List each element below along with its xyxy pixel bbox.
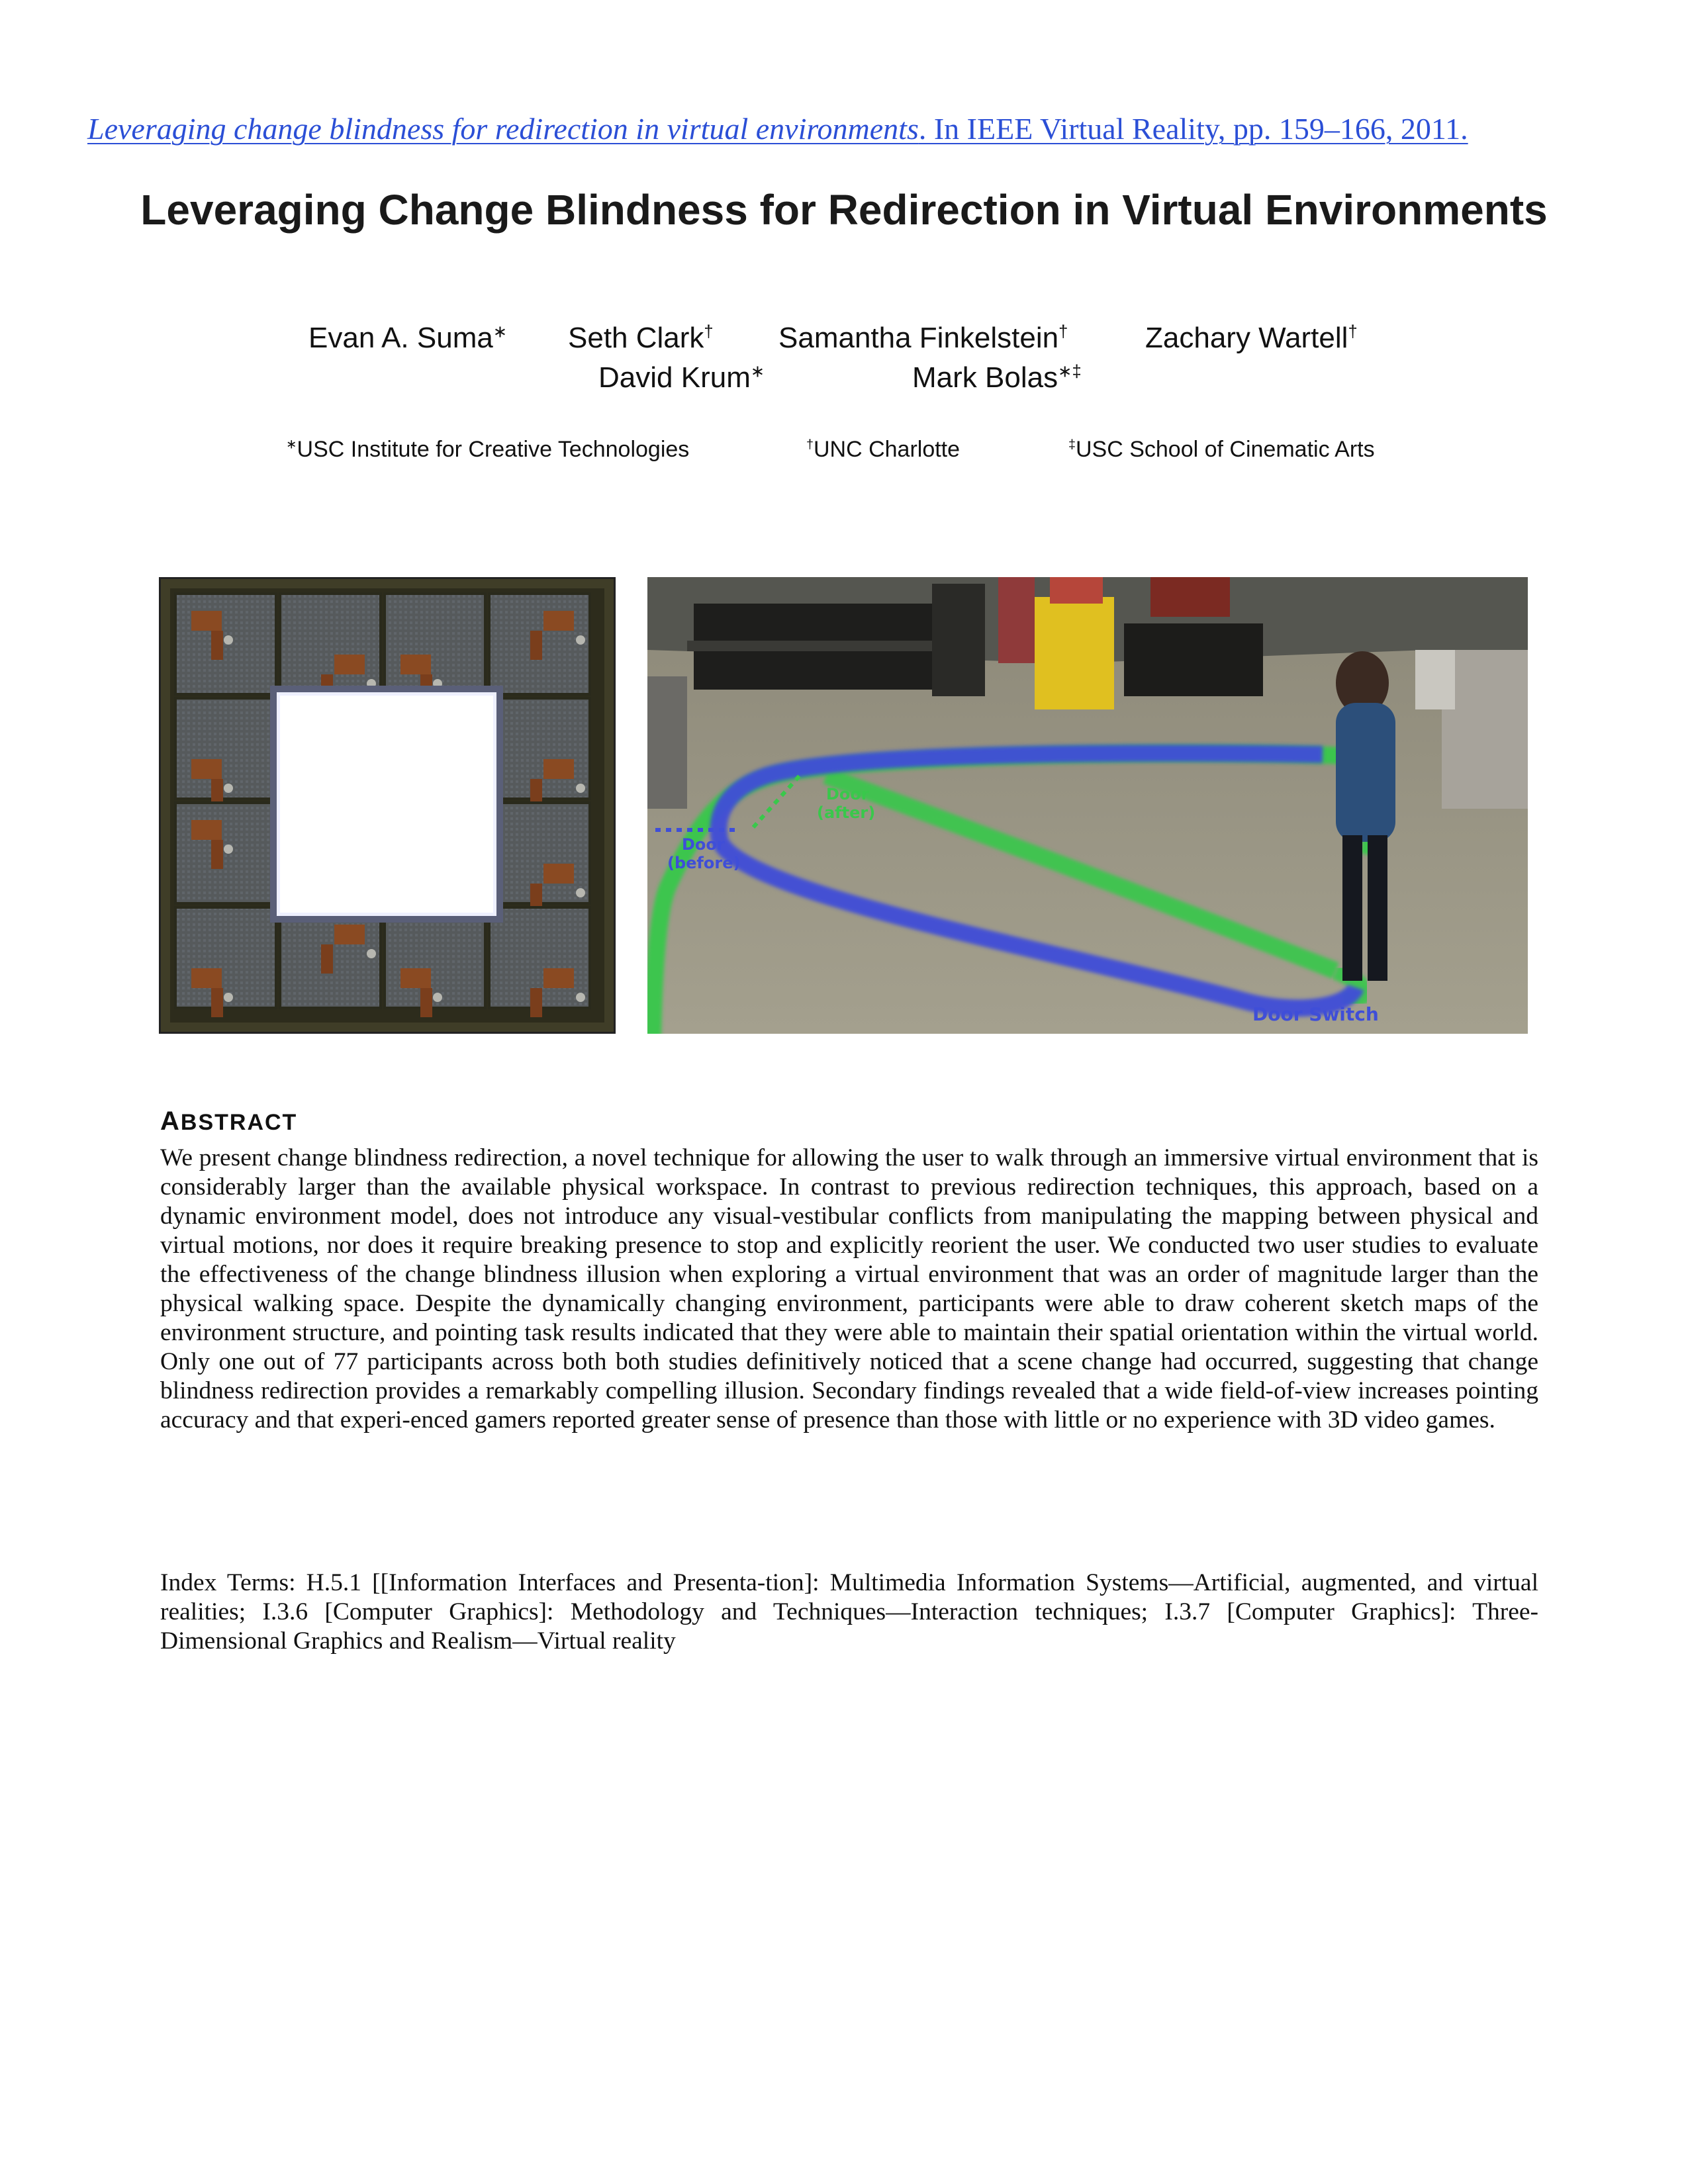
citation-title: Leveraging change blindness for redirection in virtual environments (87, 112, 919, 146)
author-mark: † (704, 322, 714, 341)
yellow-cabinet (1035, 597, 1114, 709)
office-desk (191, 759, 222, 779)
left-wall-panel (647, 676, 687, 809)
author-name: Samantha Finkelstein (778, 322, 1059, 354)
figure-physical-space (647, 577, 1528, 1034)
affiliation-name: USC School of Cinematic Arts (1075, 437, 1375, 462)
author-mark: ∗‡ (1058, 362, 1082, 381)
author-4 (1145, 322, 1358, 355)
office-desk-return (211, 988, 223, 1017)
author-name: David Krum (598, 361, 751, 394)
office-chair (576, 635, 585, 645)
author-name: Zachary Wartell (1145, 322, 1348, 354)
red-panel-top (1050, 577, 1103, 604)
author-5 (598, 361, 765, 394)
author-mark: † (1058, 322, 1068, 341)
author-name: Mark Bolas (912, 361, 1058, 394)
abstract-heading-initial: A (160, 1107, 181, 1136)
citation-venue: . In IEEE Virtual Reality, pp. 159–166, 2011. (918, 112, 1468, 146)
office-desk (334, 925, 365, 944)
affiliation-mark: ‡ (1068, 437, 1076, 452)
label-door-before-1: Door (682, 835, 725, 854)
affiliation-2 (806, 437, 960, 463)
abstract-heading-rest: BSTRACT (180, 1110, 298, 1135)
office-chair (576, 888, 585, 897)
office-chair (576, 993, 585, 1002)
office-room (175, 907, 276, 1008)
affiliation-name: UNC Charlotte (813, 437, 961, 462)
citation-line (87, 111, 1603, 146)
red-panel (998, 577, 1035, 663)
paper-title: Leveraging Change Blindness for Redirection in Virtual Environments (140, 186, 1548, 234)
citation-link[interactable] (87, 112, 1468, 146)
author-2 (568, 322, 714, 355)
abstract-heading (160, 1107, 297, 1136)
central-hall-floor (280, 696, 493, 913)
author-mark: ∗ (750, 362, 765, 381)
author-mark: ∗ (492, 322, 508, 341)
author-3 (778, 322, 1068, 355)
office-desk (543, 759, 574, 779)
office-desk (543, 864, 574, 884)
label-door-after-1: Door (826, 785, 869, 803)
office-desk (400, 968, 431, 988)
office-chair (576, 784, 585, 793)
office-desk (191, 820, 222, 840)
office-chair (367, 949, 376, 958)
photo-graphic (647, 577, 1528, 1034)
office-chair (224, 635, 233, 645)
author-1 (308, 322, 507, 355)
office-desk-return (530, 631, 542, 660)
desk-top (687, 641, 965, 651)
author-name: Seth Clark (568, 322, 704, 354)
office-room (385, 594, 485, 694)
office-desk (543, 968, 574, 988)
office-desk-return (321, 944, 333, 974)
affiliation-1 (286, 437, 689, 463)
person-torso (1336, 703, 1395, 842)
index-terms: Index Terms: H.5.1 [[Information Interfaces and Presenta-tion]: Multimedia Information Systems—Artificial, augmented, and virtual realities; I.3.6 [Computer Graphics]: Methodology and Techniques—Interaction techniques; I.3.7 [Computer Graphics]: Three-Dimensional Graphics and Realism—Virtual reality (160, 1569, 1538, 1655)
office-room (175, 594, 276, 694)
office-desk (543, 611, 574, 631)
author-6 (912, 361, 1082, 394)
label-door-before-2: (before) (667, 854, 741, 872)
map-graphic (161, 579, 614, 1032)
office-chair (224, 784, 233, 793)
office-room (175, 698, 276, 799)
affiliation-name: USC Institute for Creative Technologies (297, 437, 690, 462)
abstract-body: We present change blindness redirection, a novel technique for allowing the user to walk through an immersive virtual environment that is considerably larger than the available physical workspace. In contrast to previous redirection techniques, this approach, based on a dynamic environment model, does not introduce any visual-vestibular conflicts from manipulating the mapping between physical and virtual motions, nor does it require breaking presence to stop and explicitly reorient the user. We conducted two user studies to evaluate the effectiveness of the change blindness illusion when exploring a virtual environment that was an order of magnitude larger than the physical walking space. Despite the dynamically changing environment, participants were able to draw coherent sketch maps of the environment structure, and pointing task results indicated that they were able to maintain their spatial orientation within the virtual world. Only one out of 77 participants across both both studies definitively noticed that a scene change had occurred, suggesting that change blindness redirection provides a remarkably compelling illusion. Secondary findings revealed that a wide field-of-view increases pointing accuracy and that experi-enced gamers reported greater sense of presence than those with little or no experience with 3D video games. (160, 1144, 1538, 1433)
printer (1415, 650, 1455, 709)
office-desk-return (420, 988, 432, 1017)
affiliation-mark: ∗ (286, 437, 297, 452)
office-desk (191, 968, 222, 988)
person-leg-left (1342, 835, 1362, 981)
office-desk-return (211, 631, 223, 660)
cabinet (932, 584, 985, 696)
side-table (1124, 623, 1263, 696)
author-name: Evan A. Suma (308, 322, 493, 354)
affiliation-3 (1068, 437, 1375, 463)
office-desk (400, 655, 431, 674)
label-door-after-2: (after) (817, 803, 876, 822)
office-chair (224, 993, 233, 1002)
office-desk-return (211, 840, 223, 869)
office-chair (433, 993, 442, 1002)
person-leg-right (1368, 835, 1387, 981)
office-desk-return (530, 988, 542, 1017)
office-desk (334, 655, 365, 674)
office-room (175, 803, 276, 903)
figure-environment-map (159, 577, 616, 1034)
office-chair (224, 844, 233, 854)
chair (1150, 577, 1230, 617)
label-door-switch: Door Switch (1252, 1003, 1379, 1025)
office-desk (191, 611, 222, 631)
affiliation-mark: † (806, 437, 814, 452)
author-mark: † (1348, 322, 1358, 341)
